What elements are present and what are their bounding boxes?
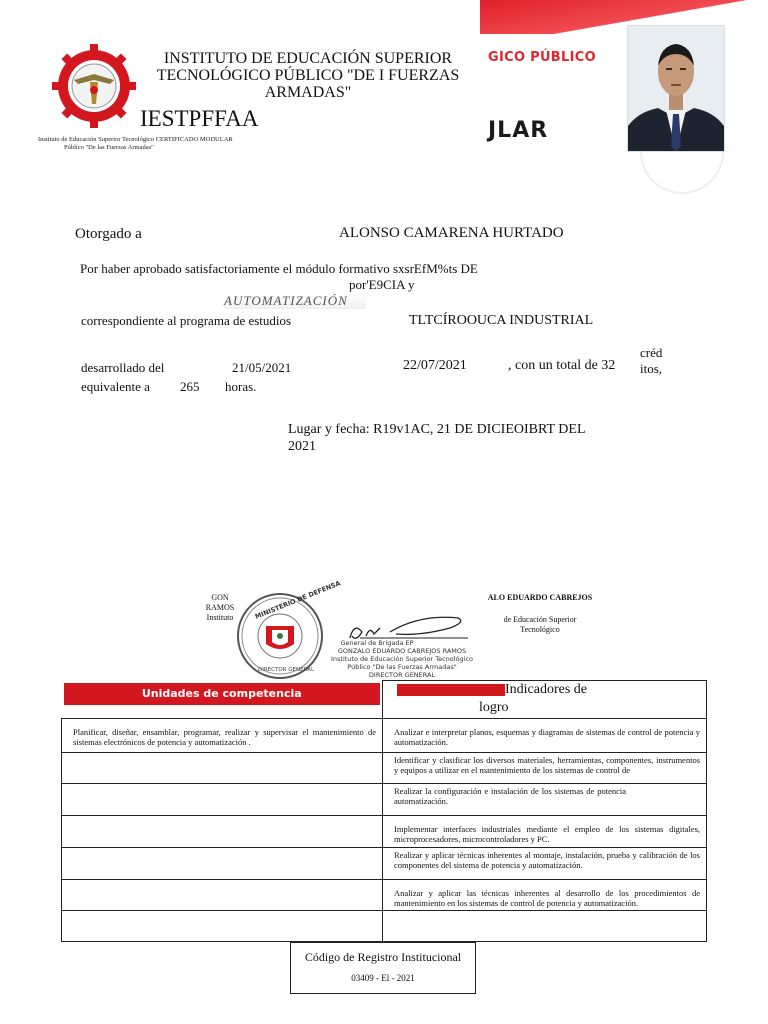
signer-center-3: Instituto de Educación Superior Tecnológico [330, 655, 474, 663]
table-row [62, 719, 707, 753]
header-cell-indicators [383, 681, 707, 719]
indicator-cell: Implementar interfaces industriales mediante el empleo de los sistemas digitales, microprocesadores, microcontroladores y PC. [383, 816, 707, 848]
units-header: Unidades de competencia [64, 683, 381, 705]
signer-center-1: General de Brigada EP [340, 639, 414, 647]
indicator-cell: Realizar la configuración e instalación de los sistemas de potencia automatización. [383, 784, 707, 816]
registry-box [290, 942, 476, 994]
unit-cell: Planificar, diseñar, ensamblar, programar, realizar y supervisar el mantenimiento de sistemas electrónicos de potencia y automatización . [62, 719, 383, 753]
signer-center-4: Público "De las Fuerzas Armadas" [347, 663, 457, 671]
signer-left-3: Instituto [206, 613, 234, 622]
header-cell-units [62, 681, 383, 719]
approved-text: Por haber aprobado satisfactoriamente el módulo formativo sxsrEfM%ts DE [80, 261, 478, 276]
unit-cell [62, 911, 383, 942]
signer-left-1: GON [211, 593, 229, 602]
indicator-cell [383, 911, 707, 942]
seal-subtext: DIRECTOR GENERAL [258, 667, 315, 673]
banner-text-publico: GICO PÚBLICO [488, 50, 596, 65]
start-date: 21/05/2021 [232, 360, 292, 375]
signer-center-2: GONZALO EDUARDO CABREJOS RAMOS [337, 647, 467, 655]
signer-left-2: RAMOS [205, 603, 235, 612]
signer-right-2: de Educación Superior [503, 615, 577, 624]
recipient-photo [627, 25, 725, 152]
indicator-cell: Analizar e interpretar planos, esquemas y diagramas de sistemas de control de potencia y automatización. [383, 719, 707, 753]
program-name: TLTCÍROOUCA INDUSTRIAL [409, 313, 594, 328]
table-row [62, 880, 707, 911]
institution-logo-icon [52, 44, 136, 128]
institution-acronym: IESTPFFAA [140, 106, 259, 131]
signer-right-3: Tecnológico [520, 625, 560, 634]
hours-value: 265 [180, 379, 200, 394]
end-date: 22/07/2021 [403, 358, 467, 373]
indicator-cell: Identificar y clasificar los diversos materiales, herramientas, componentes, instrumentos y equipos a utilizar en el mantenimiento de los sistemas de control de [383, 753, 707, 784]
banner-text-jlar: JLAR [488, 118, 549, 143]
granted-label: Otorgado a [75, 226, 142, 242]
registry-code: 03409 - El - 2021 [351, 973, 415, 983]
unit-cell [62, 848, 383, 880]
indicator-cell: Analizar y aplicar las técnicas inherentes al desarrollo de los procedimientos de mantenimiento en los sistemas de control de potencia y automatización. [383, 880, 707, 911]
place-date-line-1: Lugar y fecha: R19v1AC, 21 DE DICIEOIBRT DEL [288, 422, 586, 437]
unit-cell [62, 880, 383, 911]
table-row [62, 816, 707, 848]
unit-cell [62, 784, 383, 816]
signer-center-5: DIRECTOR GENERAL [368, 671, 436, 679]
competency-table [61, 680, 707, 942]
approved-text-2: por'E9CIA y [349, 277, 415, 292]
module-name: AUTOMATIZACIÓN [224, 293, 366, 309]
credits-word-1: créd [640, 345, 663, 360]
equivalent-label: equivalente a [81, 379, 150, 394]
developed-label: desarrollado del [81, 360, 165, 375]
table-row [62, 753, 707, 784]
unit-cell [62, 816, 383, 848]
table-header-row [62, 681, 707, 719]
indicators-header-bar [397, 684, 505, 696]
place-date-line-2: 2021 [288, 439, 316, 454]
caption-line-1: Instituto de Educación Superior Tecnológico CERTIFICADO MODULAR [38, 136, 233, 143]
table-row [62, 784, 707, 816]
seal-text: MINISTERIO DE DEFENSA [253, 579, 342, 621]
indicator-cell: Realizar y aplicar técnicas inherentes al montaje, instalación, prueba y calibración de los componentes del sistema de potencia y automatización. [383, 848, 707, 880]
registry-label: Código de Registro Institucional [304, 950, 462, 964]
unit-cell [62, 753, 383, 784]
total-credits-text: , con un total de 32 [508, 358, 616, 373]
indicators-header-1: Indicadores de [505, 682, 588, 697]
caption-line-2: Público "De las Fuerzas Armadas" [64, 144, 154, 151]
table-row [62, 911, 707, 942]
credits-word-2: itos, [640, 361, 663, 376]
program-label: correspondiente al programa de estudios [81, 313, 292, 328]
hours-label: horas. [225, 379, 257, 394]
institution-title: INSTITUTO DE EDUCACIÓN SUPERIOR TECNOLÓGICO PÚBLICO "DE I FUERZAS ARMADAS" [156, 50, 460, 101]
table-row [62, 848, 707, 880]
signer-right-1: ALO EDUARDO CABREJOS [487, 593, 593, 602]
indicators-header-2: logro [479, 700, 509, 715]
recipient-name: ALONSO CAMARENA HURTADO [339, 225, 564, 241]
